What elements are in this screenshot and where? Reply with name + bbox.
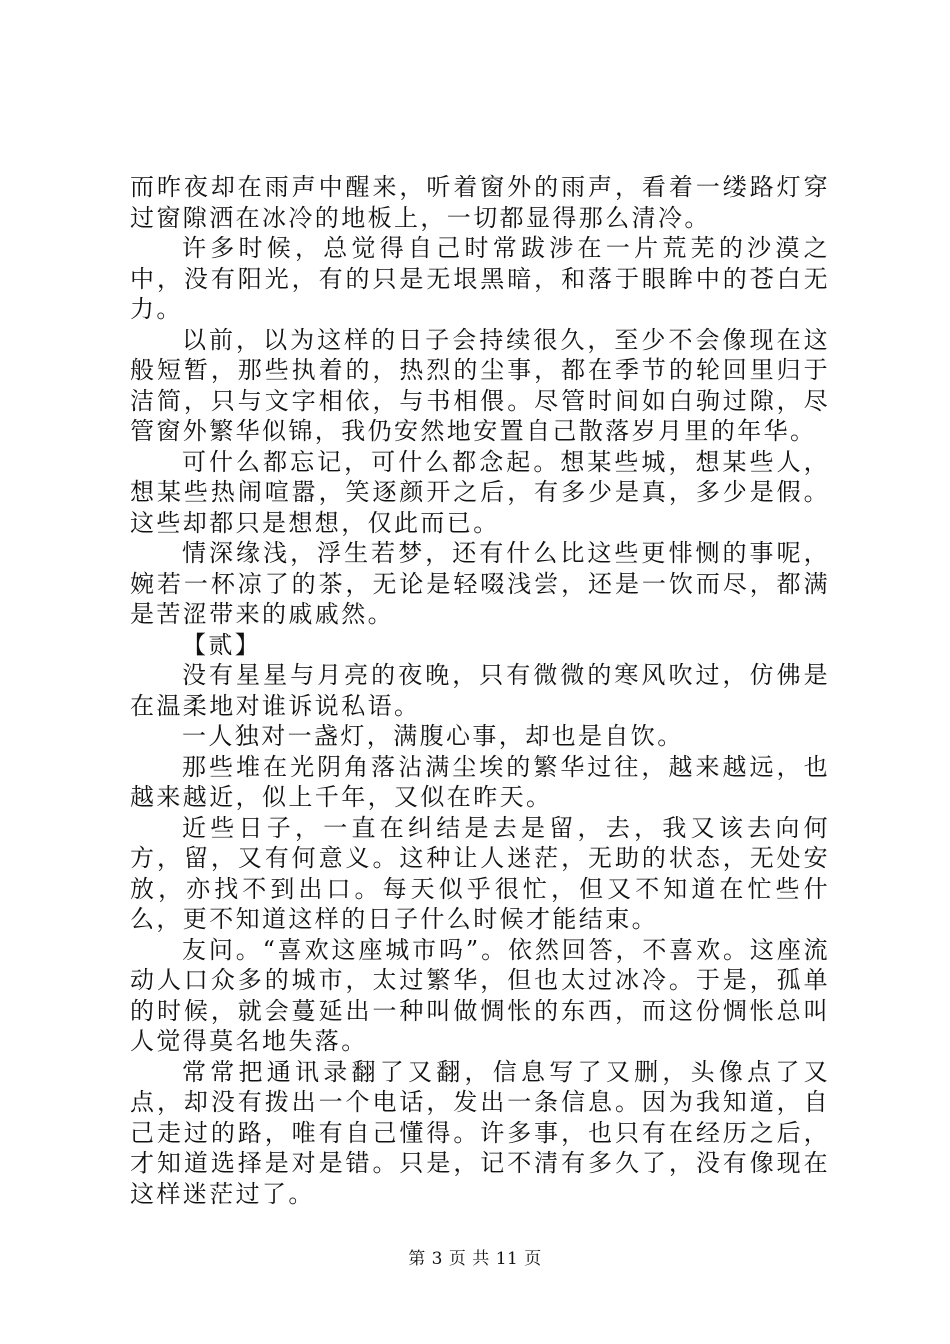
paragraph: 一人独对一盏灯，满腹心事，却也是自饮。 [182, 722, 684, 750]
paragraph: 近些日子，一直在纠结是去是留，去，我又该去向何方，留，又有何意义。这种让人迷茫，无助的状态，无处安放，亦找不到出口。每天似乎很忙，但又不知道在忙些什么，更不知道这样的日子什么时候才能结束。 [130, 813, 830, 933]
paragraph: 以前，以为这样的日子会持续很久，至少不会像现在这般短暂，那些执着的，热烈的尘事，都在季节的轮回里归于洁简，只与文字相依，与书相偎。尽管时间如白驹过隙，尽管窗外繁华似锦，我仍安然地安置自己散落岁月里的年华。 [130, 325, 830, 445]
paragraph: 许多时候，总觉得自己时常跋涉在一片荒芜的沙漠之中，没有阳光，有的只是无垠黑暗，和落于眼眸中的苍白无力。 [130, 234, 830, 323]
paragraph: 常常把通讯录翻了又翻，信息写了又删，头像点了又点，却没有拨出一个电话，发出一条信息。因为我知道，自己走过的路，唯有自己懂得。许多事，也只有在经历之后，才知道选择是对是错。只是，记不清有多久了，没有像现在这样迷茫过了。 [130, 1057, 830, 1208]
document-body [130, 172, 830, 1209]
paragraph: 友问。“喜欢这座城市吗”。依然回答，不喜欢。这座流动人口众多的城市，太过繁华，但也太过冰冷。于是，孤单的时候，就会蔓延出一种叫做惆怅的东西，而这份惆怅总叫人觉得莫名地失落。 [130, 935, 830, 1055]
paragraph: 而昨夜却在雨声中醒来，听着窗外的雨声，看着一缕路灯穿过窗隙洒在冰冷的地板上，一切都显得那么清冷。 [130, 173, 830, 232]
paragraph: 可什么都忘记，可什么都念起。想某些城，想某些人，想某些热闹喧嚣，笑逐颜开之后，有多少是真，多少是假。这些却都只是想想，仅此而已。 [130, 447, 830, 537]
paragraph: 没有星星与月亮的夜晚，只有微微的寒风吹过，仿佛是在温柔地对谁诉说私语。 [130, 661, 830, 720]
section-heading: 【贰】 [182, 630, 262, 659]
page-number-footer: 第 3 页 共 11 页 [408, 1249, 542, 1269]
paragraph: 那些堆在光阴角落沾满尘埃的繁华过往，越来越远，也越来越近，似上千年，又似在昨天。 [130, 752, 830, 811]
paragraph: 情深缘浅，浮生若梦，还有什么比这些更悱恻的事呢，婉若一杯凉了的茶，无论是轻啜浅尝，还是一饮而尽，都满是苦涩带来的戚戚然。 [130, 539, 830, 628]
